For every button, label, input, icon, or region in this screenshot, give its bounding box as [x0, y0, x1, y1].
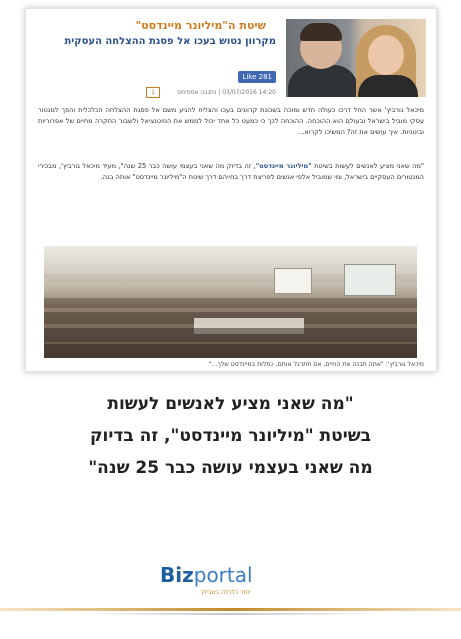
facebook-like-button[interactable]: Like 281 — [238, 71, 276, 83]
shadow-divider — [80, 613, 380, 615]
logo-tagline: יותר כלכלה בשבילך — [200, 589, 251, 596]
article-screenshot-card — [25, 8, 437, 372]
logo-portal-text: portal — [193, 563, 253, 587]
photo-caption: מיכאל גורביץ': "אתה תבנה את החיים, אם תתרגל אותם, כתלות במיינדסט שלך..." — [208, 361, 424, 368]
article-paragraph-2 — [38, 161, 424, 183]
pull-quote-line-3: מה שאני בעצמי עושה כבר 25 שנה" — [88, 458, 373, 478]
projector-screen-2 — [344, 264, 396, 296]
paragraph-2-prefix: "מה שאני מציע לאנשים לעשות בשיטת — [311, 162, 424, 170]
projector-screen-1 — [274, 268, 312, 294]
comment-count-icon[interactable]: 1 — [146, 87, 160, 98]
millionaire-mindset-link[interactable]: "מיליונר מיינדסט" — [255, 162, 312, 170]
pull-quote — [0, 388, 461, 484]
paragraph-2-suffix: , זה בדיוק מה שאני בעצמי עושה כבר 25 שנה", מעיד מיכאל גורביץ', מבכירי המנטורים העסקיים בישראל, ומי שמוביל אלפי אנשים לפריצת דרך בחייהם דרך שיטת ה"מיליונר מיינדסט" אותה בנה. — [38, 162, 424, 181]
article-headline[interactable]: מקרוון נטוש בעכו אל פסגת ההצלחה העסקית — [64, 36, 276, 47]
article-paragraph-1: מיכאל גורביץ' אשר החל דרכו כעולה חדש ומוכה בשכונת קרוונים בעכו והצליח להגיע משם אל פסגת ההצלחה הכלכלית והפך למנטור עסקי מוביל בישראל ובעולם הוא ההוכחה. ההוכחה לכך כי כמעט כל אחד יכול לממש את הפוטנציאל ולשבור התקרה מחיים של אפרוריות ובינוניות. איך עושים את זה? המשיכו לקרוא... — [38, 106, 424, 136]
pull-quote-line-2: בשיטת "מיליונר מיינדסט", זה בדיוק — [90, 426, 371, 446]
pull-quote-line-1: "מה שאני מציע לאנשים לעשות — [107, 394, 354, 414]
article-kicker: שיטת ה"מיליונר מיינדסט" — [135, 19, 266, 32]
article-header — [26, 9, 436, 99]
bizportal-logo[interactable] — [160, 563, 300, 597]
logo-biz-text: Biz — [160, 563, 194, 587]
article-meta: 14:20 03/07/2016 | נתנבה אמפימס — [177, 89, 276, 96]
gold-divider — [0, 608, 461, 611]
seminar-audience-photo — [44, 246, 417, 358]
author-photo — [286, 19, 426, 97]
